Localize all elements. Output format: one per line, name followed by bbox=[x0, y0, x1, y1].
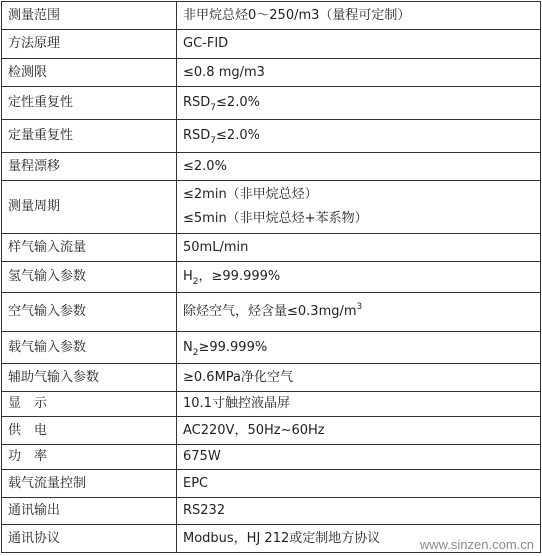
table-row bbox=[2, 498, 541, 525]
table-row bbox=[2, 445, 541, 470]
table-row bbox=[2, 30, 541, 59]
row-value: 50mL/min bbox=[177, 234, 541, 262]
row-value: ≤0.8 mg/m3 bbox=[177, 59, 541, 87]
table-row bbox=[2, 2, 541, 30]
row-label: 样气输入流量 bbox=[2, 234, 177, 262]
row-label: 定性重复性 bbox=[2, 87, 177, 120]
table-row bbox=[2, 293, 541, 332]
row-label: 空气输入参数 bbox=[2, 293, 177, 332]
row-label: 辅助气输入参数 bbox=[2, 364, 177, 392]
table-row bbox=[2, 234, 541, 262]
table-row bbox=[2, 87, 541, 120]
row-label: 方法原理 bbox=[2, 30, 177, 59]
row-value: ≥0.6MPa净化空气 bbox=[177, 364, 541, 392]
row-label: 显 示 bbox=[2, 392, 177, 417]
row-value: $H_2$，≥99.999% bbox=[177, 262, 541, 293]
watermark: www.sinzen.com.cn bbox=[419, 537, 534, 552]
row-value: GC-FID bbox=[177, 30, 541, 59]
row-value: $N_2\ge 99.999\%$ bbox=[177, 332, 541, 364]
row-value: 10.1寸触控液晶屏 bbox=[177, 392, 541, 417]
row-label: 氢气输入参数 bbox=[2, 262, 177, 293]
table-row bbox=[2, 392, 541, 417]
table-row bbox=[2, 59, 541, 87]
row-label: 通讯输出 bbox=[2, 498, 177, 525]
row-value: ≤2.0% bbox=[177, 153, 541, 181]
row-value: 非甲烷总烃0～250/m3（量程可定制） bbox=[177, 2, 541, 30]
row-label: 载气输入参数 bbox=[2, 332, 177, 364]
row-value: RS232 bbox=[177, 498, 541, 525]
row-label: 供 电 bbox=[2, 417, 177, 445]
row-label: 量程漂移 bbox=[2, 153, 177, 181]
table-row bbox=[2, 470, 541, 498]
row-label: 载气流量控制 bbox=[2, 470, 177, 498]
row-label: 功 率 bbox=[2, 445, 177, 470]
row-label: 检测限 bbox=[2, 59, 177, 87]
table-row bbox=[2, 120, 541, 153]
table-row bbox=[2, 417, 541, 445]
row-label: 测量范围 bbox=[2, 2, 177, 30]
row-label: 定量重复性 bbox=[2, 120, 177, 153]
table-row bbox=[2, 181, 541, 234]
row-value: EPC bbox=[177, 470, 541, 498]
spec-table bbox=[1, 1, 541, 553]
table-row bbox=[2, 262, 541, 293]
table-row bbox=[2, 153, 541, 181]
row-value: $RSD_7\le 2.0\%$ bbox=[177, 120, 541, 153]
table-row bbox=[2, 364, 541, 392]
row-value: 675W bbox=[177, 445, 541, 470]
row-value: Modbus，HJ 212或定制地方协议 bbox=[177, 525, 541, 553]
row-label: 通讯协议 bbox=[2, 525, 177, 553]
row-label: 测量周期 bbox=[2, 181, 177, 234]
row-value: AC220V，50Hz~60Hz bbox=[177, 417, 541, 445]
row-value: ≤2min（非甲烷总烃） ≤5min（非甲烷总烃+苯系物） bbox=[177, 181, 541, 234]
row-value: 除烃空气，烃含量$\le 0.3mg/m^3$ bbox=[177, 293, 541, 332]
row-value: $RSD_7\le 2.0\%$ bbox=[177, 87, 541, 120]
table-row bbox=[2, 332, 541, 364]
